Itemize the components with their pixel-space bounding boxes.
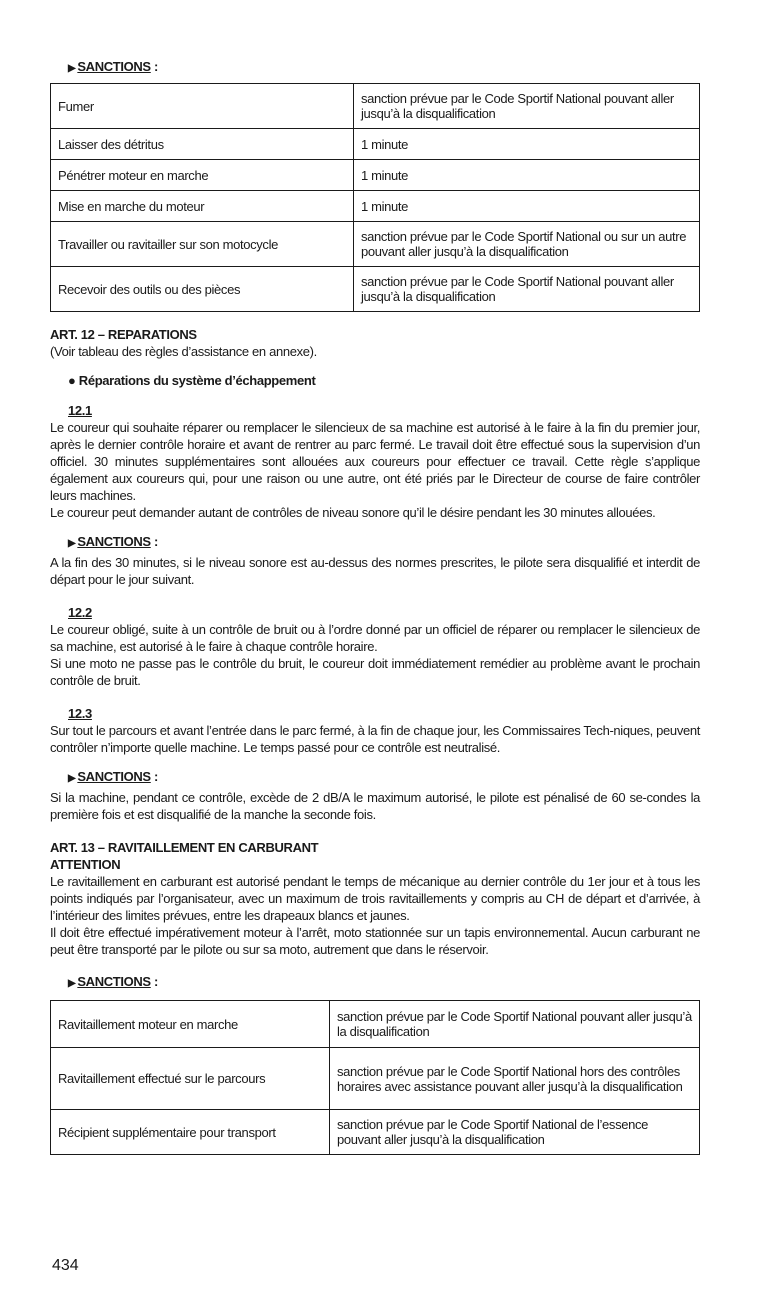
section-12-1-number: 12.1	[68, 403, 92, 418]
table-cell: sanction prévue par le Code Sportif National pouvant aller jusqu’à la disqualification	[354, 84, 700, 129]
table-cell: 1 minute	[354, 191, 700, 222]
table-row	[51, 191, 700, 222]
table-row	[51, 160, 700, 191]
section-12-2-paragraph-2: Si une moto ne passe pas le contrôle du bruit, le coureur doit immédiatement remédier au problème avant le prochain contrôle de bruit.	[50, 656, 700, 688]
section-12-2-number: 12.2	[68, 605, 92, 620]
sanctions-heading: ▶ SANCTIONS :	[68, 534, 159, 549]
table-row	[51, 1001, 700, 1048]
art13-paragraph-2: Il doit être effectué impérativement moteur à l’arrêt, moto stationnée sur un tapis environnemental. Aucun carburant ne peut être transporté par le pilote ou sur sa moto, autrement que dans le réservoir.	[50, 925, 700, 957]
sanctions-heading: ▶ SANCTIONS :	[68, 769, 159, 784]
table-cell: Pénétrer moteur en marche	[51, 160, 354, 191]
section-12-3-sanction: Si la machine, pendant ce contrôle, excède de 2 dB/A le maximum autorisé, le pilote est pénalisé de 60 se-condes la première fois et est disqualifié de la manche la seconde fois.	[50, 790, 700, 822]
triangle-right-icon: ▶	[68, 538, 76, 549]
triangle-right-icon: ▶	[68, 773, 76, 784]
table-row	[51, 1048, 700, 1110]
section-12-1-sanction: A la fin des 30 minutes, si le niveau sonore est au-dessus des normes prescrites, le pilote sera disqualifié et interdit de départ pour le jour suivant.	[50, 555, 700, 587]
table-cell: Fumer	[51, 84, 354, 129]
document-page	[50, 58, 700, 1155]
table-cell: sanction prévue par le Code Sportif National hors des contrôles horaires avec assistance pouvant aller jusqu’à la disqualification	[330, 1048, 700, 1110]
table-cell: 1 minute	[354, 160, 700, 191]
section-12-2-paragraph-1: Le coureur obligé, suite à un contrôle de bruit ou à l’ordre donné par un officiel de réparer ou remplacer le silencieux de sa machine, est autorisé à le faire à chaque contrôle horaire.	[50, 622, 700, 654]
table-cell: sanction prévue par le Code Sportif National ou sur un autre pouvant aller jusqu’à la disqualification	[354, 222, 700, 267]
art12-title: ART. 12 – REPARATIONS	[50, 327, 197, 342]
sanctions-table-1	[50, 83, 700, 312]
table-cell: sanction prévue par le Code Sportif National de l’essence pouvant aller jusqu’à la disqualification	[330, 1110, 700, 1155]
table-row	[51, 84, 700, 129]
table-cell: Mise en marche du moteur	[51, 191, 354, 222]
table-cell: Recevoir des outils ou des pièces	[51, 267, 354, 312]
section-12-3-number: 12.3	[68, 706, 92, 721]
table-cell: sanction prévue par le Code Sportif National pouvant aller jusqu’à la disqualification	[354, 267, 700, 312]
table-row	[51, 222, 700, 267]
table-cell: Laisser des détritus	[51, 129, 354, 160]
table-cell: 1 minute	[354, 129, 700, 160]
art12-bullet: ● Réparations du système d’échappement	[68, 373, 316, 388]
triangle-right-icon: ▶	[68, 978, 76, 989]
table-cell: Récipient supplémentaire pour transport	[51, 1110, 330, 1155]
sanctions-heading: ▶ SANCTIONS :	[68, 974, 159, 989]
page-number: 434	[52, 1257, 79, 1274]
sanctions-table-2	[50, 1000, 700, 1155]
triangle-right-icon: ▶	[68, 63, 76, 74]
art13-paragraph-1: Le ravitaillement en carburant est autorisé pendant le temps de mécanique au dernier contrôle du 1er jour et à tous les points indiqués par l’organisateur, avec un maximum de trois ravitaillements y compris au CH de départ et d’arrivée, à l’intérieur des limites prévues, entre les drapeaux blancs et jaunes.	[50, 874, 700, 923]
art12-note: (Voir tableau des règles d’assistance en annexe).	[50, 344, 317, 359]
table-row	[51, 267, 700, 312]
section-12-1-paragraph-2: Le coureur peut demander autant de contrôles de niveau sonore qu’il le désire pendant les 30 minutes allouées.	[50, 505, 656, 520]
sanctions-heading: ▶ SANCTIONS :	[68, 59, 159, 74]
table-cell: sanction prévue par le Code Sportif National pouvant aller jusqu’à la disqualification	[330, 1001, 700, 1048]
bullet-icon: ●	[68, 373, 76, 388]
art13-attention: ATTENTION	[50, 857, 121, 872]
section-12-1-paragraph-1: Le coureur qui souhaite réparer ou remplacer le silencieux de sa machine est autorisé à le faire à la fin du premier jour, après le dernier contrôle horaire et avant de rentrer au parc fermé. Le travail doit être effectué sous la supervision d’un officiel. 30 minutes supplémentaires sont allouées aux coureurs pour effectuer ce travail. Cette règle s’applique également aux coureurs qui, pour une raison ou une autre, ont été priés par le Directeur de course de faire contrôler leurs machines.	[50, 420, 700, 503]
table-cell: Ravitaillement effectué sur le parcours	[51, 1048, 330, 1110]
section-12-3-paragraph-1: Sur tout le parcours et avant l’entrée dans le parc fermé, à la fin de chaque jour, les Commissaires Tech-niques, peuvent contrôler n’importe quelle machine. Le temps passé pour ce contrôle est neutralisé.	[50, 723, 700, 755]
art13-title: ART. 13 – RAVITAILLEMENT EN CARBURANT	[50, 840, 319, 855]
table-row	[51, 1110, 700, 1155]
table-cell: Travailler ou ravitailler sur son motocycle	[51, 222, 354, 267]
table-row	[51, 129, 700, 160]
table-cell: Ravitaillement moteur en marche	[51, 1001, 330, 1048]
